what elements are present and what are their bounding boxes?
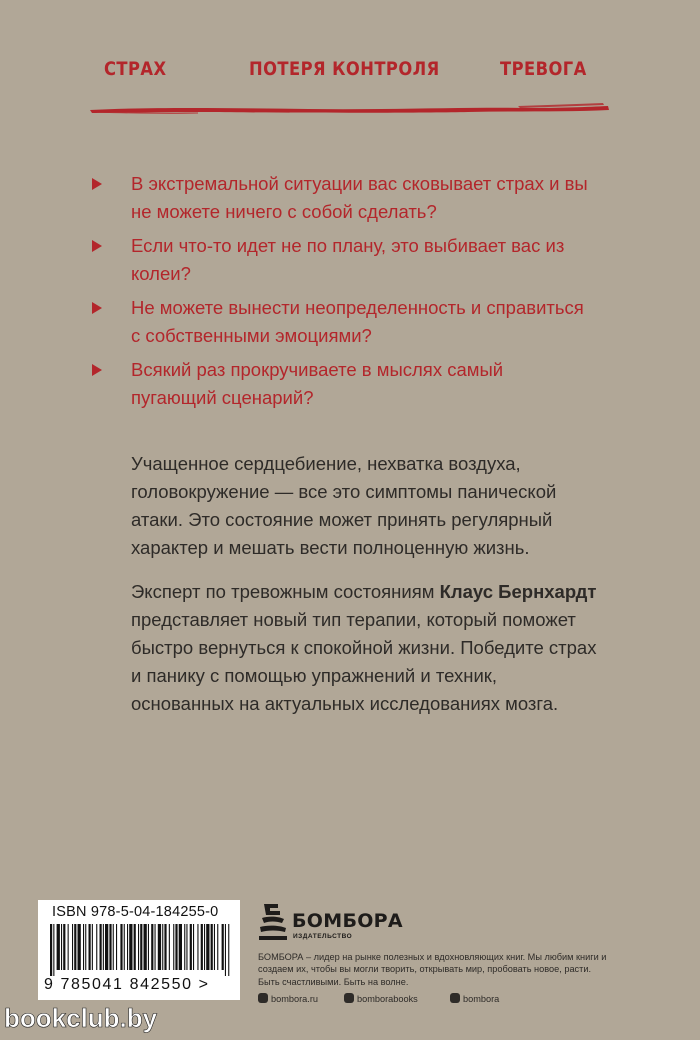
bullet-text: В экстремальной ситуации вас сковывает страх и вы не можете ничего с собой сделать? [131, 173, 588, 222]
barcode-bar [63, 924, 65, 970]
author-paragraph [131, 578, 601, 718]
barcode-bar [50, 924, 52, 976]
isbn-barcode-box [38, 900, 240, 1000]
author-paragraph-intro: Эксперт по тревожным состояниям [131, 581, 440, 602]
publisher-links [258, 993, 618, 1007]
list-item [0, 356, 700, 416]
brush-stroke-divider [88, 100, 610, 118]
barcode-bar [74, 924, 76, 970]
barcode-bar [225, 924, 226, 976]
header-word-fear: СТРАХ [104, 58, 167, 80]
website-link-text: bombora.ru [271, 994, 318, 1004]
barcode-bar [222, 924, 224, 970]
list-item [0, 170, 700, 230]
barcode-bar [78, 924, 81, 970]
vk-link[interactable] [344, 993, 418, 1004]
vk-icon [344, 993, 354, 1003]
author-name: Клаус Бернхардт [439, 581, 597, 602]
barcode-bar [164, 924, 166, 970]
description-paragraph: Учащенное сердцебиение, нехватка воздуха, головокружение — все это симптомы панической атаки. Это состояние может принять регулярный характер и мешать вести полноценную жизнь. [131, 453, 557, 558]
barcode-bar [186, 924, 187, 970]
list-item [0, 232, 700, 292]
bombora-logo-icon [258, 902, 288, 942]
barcode-bar [179, 924, 182, 970]
social-link-text: bombora [463, 994, 500, 1004]
barcode-bar [89, 924, 91, 970]
barcode-bar [162, 924, 163, 970]
website-link[interactable] [258, 993, 318, 1004]
barcode-bar [83, 924, 84, 970]
barcode-bar [127, 924, 128, 970]
barcode-bar [155, 924, 156, 970]
bullet-marker-icon [92, 302, 102, 314]
barcode-bar [204, 924, 205, 970]
list-item [0, 294, 700, 354]
publisher-name: БОМБОРА [292, 910, 403, 932]
barcode-bar [197, 924, 198, 970]
topic-header [0, 58, 700, 88]
barcode-bar [68, 924, 69, 970]
bullet-marker-icon [92, 178, 102, 190]
barcode-bar [116, 924, 117, 970]
barcode-bar [184, 924, 185, 970]
header-word-loss-of-control: ПОТЕРЯ КОНТРОЛЯ [249, 58, 440, 80]
barcode-bar [148, 924, 149, 970]
barcode-bar [109, 924, 111, 970]
barcode-bar [228, 924, 229, 976]
barcode-bar [140, 924, 142, 970]
barcode-bar [61, 924, 62, 970]
isbn-label: ISBN 978-5-04-184255-0 [52, 904, 219, 920]
barcode-bar [72, 924, 73, 970]
watermark: bookclub.by [4, 1003, 158, 1033]
barcode-bar [96, 924, 97, 970]
barcode-bar [92, 924, 93, 970]
barcode-bar [138, 924, 139, 970]
barcode-bar [120, 924, 122, 970]
barcode-bar [169, 924, 170, 970]
barcode-bar [129, 924, 132, 970]
barcode-bar [100, 924, 102, 970]
barcode-bar [151, 924, 153, 970]
barcode-bar [134, 924, 136, 970]
barcode-bar [206, 924, 209, 970]
barcode-bar [113, 924, 114, 970]
publisher-subtitle: ИЗДАТЕЛЬСТВО [293, 933, 353, 940]
barcode-bar [53, 924, 54, 976]
barcode-bar [57, 924, 60, 970]
barcode-bar [201, 924, 203, 970]
barcode-bar [193, 924, 194, 970]
bullet-text: Всякий раз прокручиваете в мыслях самый пугающий сценарий? [131, 359, 504, 408]
header-word-anxiety: ТРЕВОГА [500, 58, 587, 80]
social-link[interactable] [450, 993, 499, 1004]
barcode-graphic [48, 924, 232, 976]
barcode-bar [214, 924, 215, 970]
barcode-bar [211, 924, 213, 970]
barcode-bar [103, 924, 104, 970]
barcode-bar [158, 924, 161, 970]
barcode-bar [217, 924, 218, 970]
barcode-bar [175, 924, 177, 970]
publisher-description: БОМБОРА – лидер на рынке полезных и вдохновляющих книг. Мы любим книги и создаем их, чтобы вы могли творить, открывать мир, пробовать новое, расти. Быть счастливыми. Быть на волне. [258, 952, 607, 987]
social-icon [450, 993, 460, 1003]
barcode-bar [144, 924, 147, 970]
publisher-logo [258, 902, 418, 946]
barcode-bar [124, 924, 125, 970]
barcode-bar [173, 924, 174, 970]
barcode-bar [85, 924, 86, 970]
bullet-marker-icon [92, 364, 102, 376]
bullet-text: Если что-то идет не по плану, это выбивает вас из колеи? [131, 235, 565, 284]
author-paragraph-body: представляет новый тип терапии, который поможет быстро вернуться к спокойной жизни. Победите страх и панику с помощью упражнений и техник, основанных на актуальных исследованиях мозга. [131, 609, 597, 714]
bullet-text: Не можете вынести неопределенность и справиться с собственными эмоциями? [131, 297, 584, 346]
barcode-bar [105, 924, 108, 970]
barcode-bar [190, 924, 192, 970]
instagram-icon [258, 993, 268, 1003]
vk-link-text: bomborabooks [357, 994, 418, 1004]
barcode-digits: 9 785041 842550 > [44, 976, 210, 993]
bullet-marker-icon [92, 240, 102, 252]
